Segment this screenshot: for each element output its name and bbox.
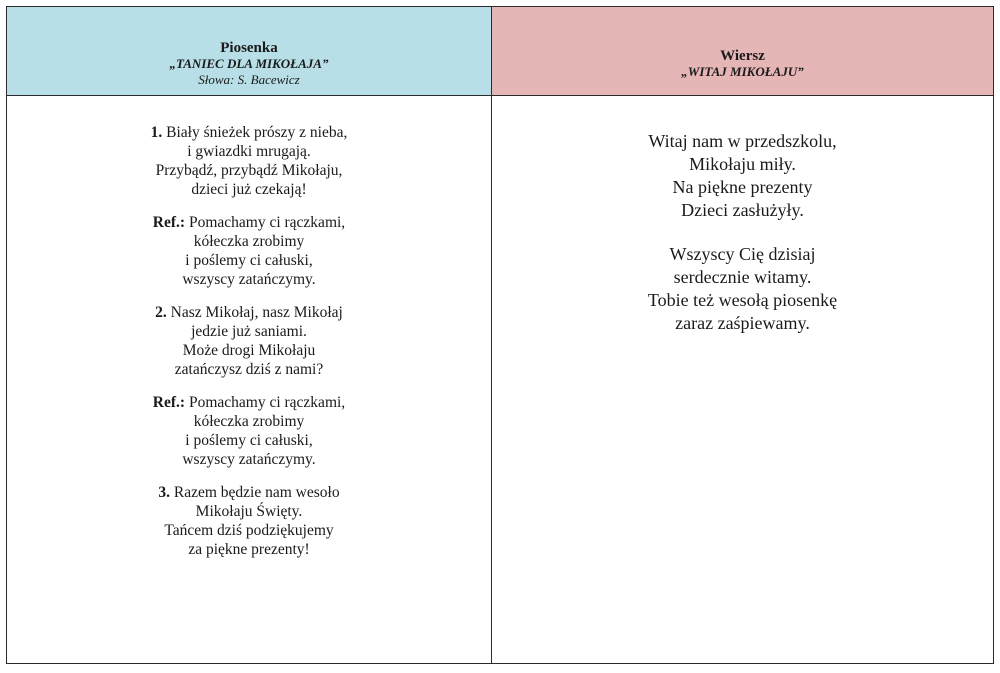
song-stanza — [7, 213, 491, 289]
poem-subtitle: „WITAJ MIKOŁAJU” — [681, 64, 804, 79]
song-line — [7, 393, 491, 412]
song-line-text: Nasz Mikołaj, nasz Mikołaj — [170, 304, 343, 321]
song-line: wszyscy zatańczymy. — [182, 271, 316, 288]
stanza-marker: 2. — [155, 304, 167, 321]
song-stanza — [7, 123, 491, 199]
song-line-text: Pomachamy ci rączkami, — [188, 214, 346, 231]
song-title: Piosenka — [220, 40, 278, 56]
song-line: zatańczysz dziś z nami? — [174, 361, 324, 378]
poem-line: Witaj nam w przedszkolu, — [648, 131, 837, 151]
song-stanza — [7, 483, 491, 559]
poem-header-cell — [492, 7, 994, 96]
poem-stanza — [492, 243, 993, 335]
poem-line: zaraz zaśpiewamy. — [675, 313, 810, 333]
song-line: jedzie już saniami. — [191, 323, 307, 340]
song-line-text: Razem będzie nam wesoło — [173, 484, 340, 501]
body-row — [7, 96, 994, 664]
poem-stanza — [492, 130, 993, 222]
poem-text — [492, 96, 993, 335]
song-lyrics — [7, 96, 491, 559]
poem-line: Na piękne prezenty — [672, 177, 813, 197]
header-row — [7, 7, 994, 96]
song-line: i gwiazdki mrugają. — [187, 143, 311, 160]
song-line: Może drogi Mikołaju — [182, 342, 316, 359]
song-line — [7, 123, 491, 142]
song-stanza — [7, 393, 491, 469]
song-lyrics-cell — [7, 96, 492, 664]
poem-line: Dzieci zasłużyły. — [681, 200, 804, 220]
poem-line: Tobie też wesołą piosenkę — [647, 290, 838, 310]
stanza-marker: Ref.: — [152, 394, 186, 411]
content-table — [6, 6, 994, 664]
song-stanza — [7, 303, 491, 379]
song-line: kółeczka zrobimy — [193, 413, 305, 430]
song-header-cell — [7, 7, 492, 96]
song-line: dzieci już czekają! — [191, 181, 307, 198]
poem-line: Wszyscy Cię dzisiaj — [669, 244, 816, 264]
poem-line: Mikołaju miły. — [689, 154, 796, 174]
stanza-marker: 1. — [150, 124, 163, 141]
poem-line: serdecznie witamy. — [673, 267, 812, 287]
song-line: Mikołaju Święty. — [195, 503, 303, 520]
song-line-text: Pomachamy ci rączkami, — [188, 394, 346, 411]
song-line: kółeczka zrobimy — [193, 233, 305, 250]
song-author: Słowa: S. Bacewicz — [198, 72, 300, 87]
song-line: i poślemy ci całuski, — [185, 252, 313, 269]
poem-title: Wiersz — [720, 48, 765, 64]
song-subtitle: „TANIEC DLA MIKOŁAJA” — [169, 56, 329, 71]
song-line: wszyscy zatańczymy. — [182, 451, 316, 468]
stanza-marker: Ref.: — [152, 214, 186, 231]
song-line — [7, 303, 491, 322]
song-line — [7, 213, 491, 232]
song-line-text: Biały śnieżek prószy z nieba, — [166, 124, 348, 141]
stanza-marker: 3. — [158, 484, 171, 501]
poem-text-cell — [492, 96, 994, 664]
song-line — [7, 483, 491, 502]
song-line: Tańcem dziś podziękujemy — [164, 522, 334, 539]
song-line: i poślemy ci całuski, — [185, 432, 313, 449]
song-line: Przybądź, przybądź Mikołaju, — [155, 162, 343, 179]
song-line: za piękne prezenty! — [188, 541, 310, 558]
